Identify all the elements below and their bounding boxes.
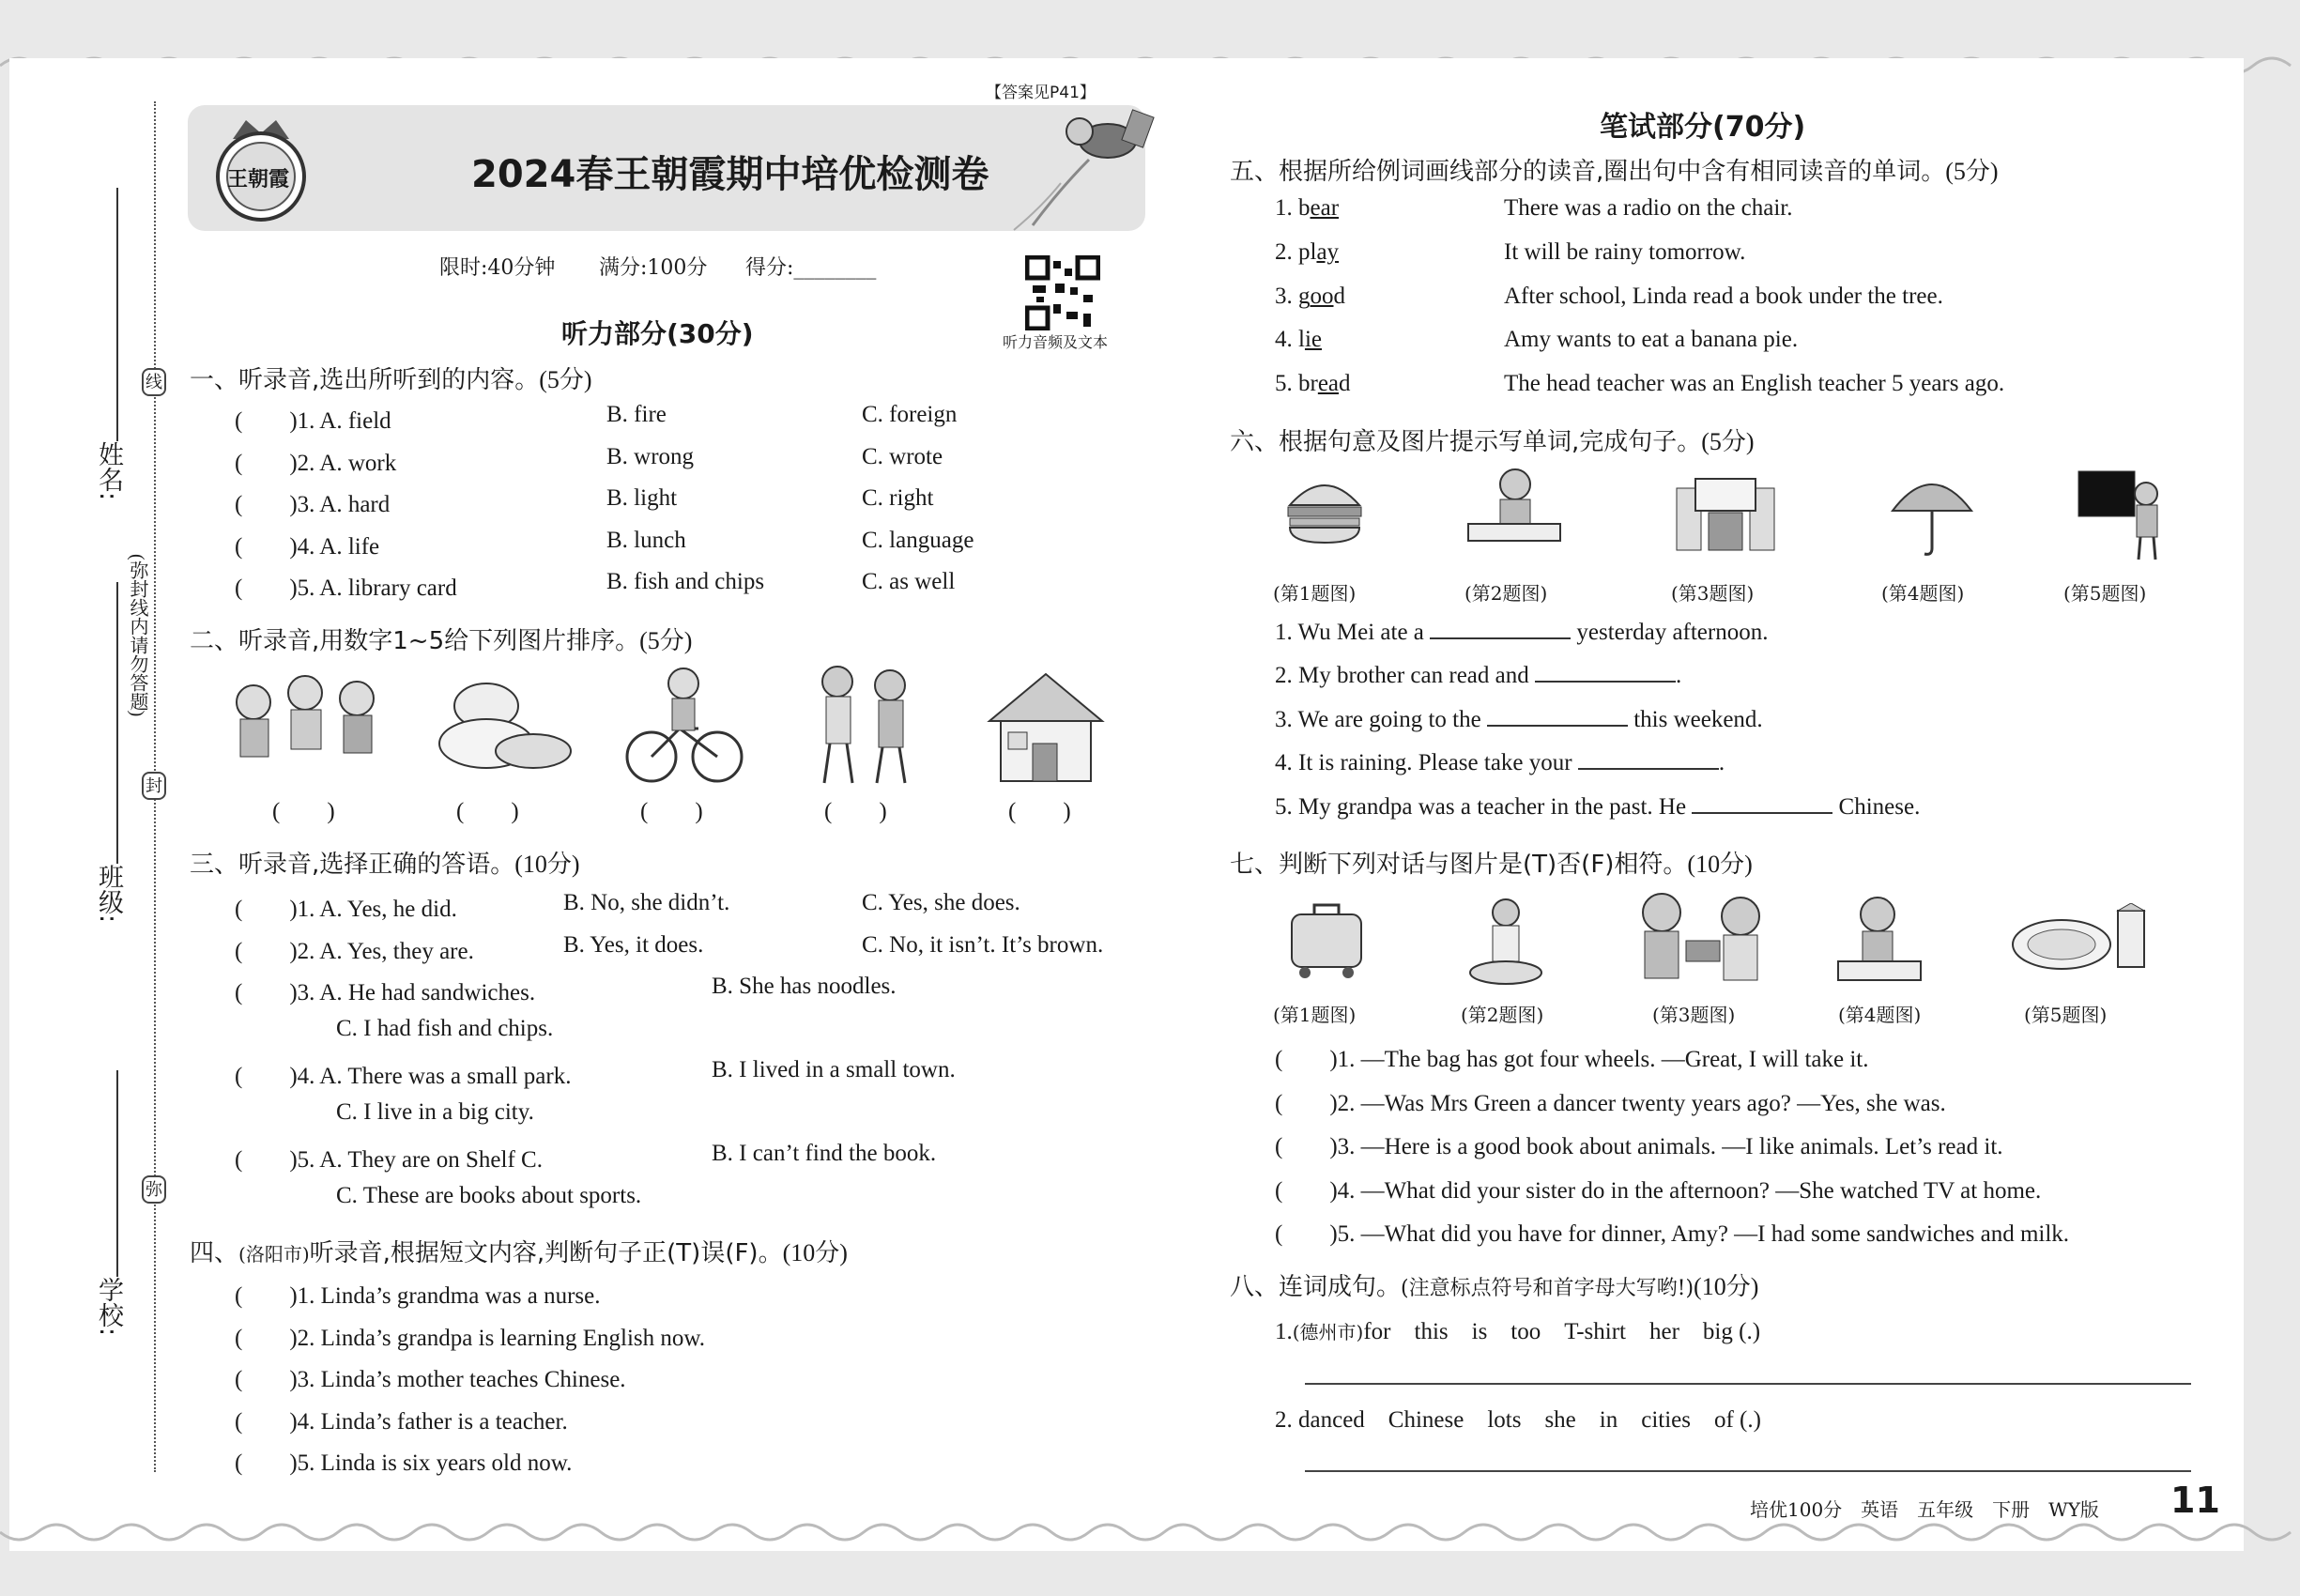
- s1-q3-c: C. right: [862, 485, 934, 511]
- chef-cooking-picture-icon: [1461, 890, 1551, 988]
- footer-info: 培优100分 英语 五年级 下册 WY版: [1750, 1498, 2099, 1521]
- s6-caption-4: (第4题图): [1881, 582, 1965, 605]
- s3-q1-c: C. Yes, she does.: [862, 890, 1020, 915]
- s7-caption-2: (第2题图): [1461, 1004, 1544, 1026]
- two-girls-picture-icon: [809, 661, 922, 787]
- full-score: 满分:100分: [599, 256, 708, 280]
- s6-q3-blank[interactable]: [1487, 710, 1628, 727]
- s4-q5[interactable]: ( )5. Linda is six years old now.: [235, 1450, 573, 1476]
- s7-q5[interactable]: ( )5. —What did you have for dinner, Amy? —I had some sandwiches and milk.: [1275, 1221, 2070, 1247]
- s5-q2-word: 2. play: [1275, 239, 1340, 265]
- s3-q3-c: C. I had fish and chips.: [336, 1016, 554, 1041]
- class-label: 班级:: [94, 864, 123, 924]
- s6-caption-3: (第3题图): [1671, 582, 1755, 605]
- s6-caption-2: (第2题图): [1464, 582, 1548, 605]
- s6-q3: 3. We are going to the this weekend.: [1275, 707, 1763, 732]
- name-field-line[interactable]: [116, 188, 118, 441]
- section-6-title: 六、根据句意及图片提示写单词,完成句子。(5分): [1230, 428, 1755, 456]
- house-picture-icon: [980, 665, 1112, 787]
- teacher-blackboard-picture-icon: [2075, 466, 2165, 561]
- s5-q5-word: 5. bread: [1275, 371, 1351, 396]
- s3-q1-a[interactable]: ( )1. A. Yes, he did.: [235, 897, 457, 922]
- name-label: 姓名:: [94, 441, 123, 501]
- s8-q2-answer-line[interactable]: [1305, 1470, 2191, 1472]
- s6-caption-5: (第5题图): [2063, 582, 2147, 605]
- s6-q4: 4. It is raining. Please take your .: [1275, 750, 1725, 775]
- section-1-title: 一、听录音,选出所听到的内容。(5分): [190, 366, 592, 394]
- s2-blank-2[interactable]: ( ): [456, 799, 519, 824]
- s1-q3-b: B. light: [606, 485, 678, 511]
- s5-q2-sentence[interactable]: It will be rainy tomorrow.: [1504, 239, 1746, 265]
- boy-bicycle-picture-icon: [623, 663, 745, 785]
- section-8-title: 八、连词成句。(注意标点符号和首字母大写哟!)(10分): [1230, 1273, 1759, 1301]
- mark-mi: 弥: [142, 1175, 166, 1204]
- food-plate-picture-icon: [430, 668, 580, 781]
- s1-q2-c: C. wrote: [862, 444, 943, 469]
- s1-q1-b: B. fire: [606, 402, 667, 427]
- s1-q5-a[interactable]: ( )5. A. library card: [235, 575, 457, 601]
- s4-q3[interactable]: ( )3. Linda’s mother teaches Chinese.: [235, 1367, 626, 1392]
- s3-q2-b: B. Yes, it does.: [563, 932, 704, 958]
- s2-blank-3[interactable]: ( ): [640, 799, 703, 824]
- s2-blank-1[interactable]: ( ): [272, 799, 335, 824]
- s7-caption-4: (第4题图): [1838, 1004, 1922, 1026]
- s2-blank-5[interactable]: ( ): [1008, 799, 1071, 824]
- s5-q5-sentence[interactable]: The head teacher was an English teacher 5 years ago.: [1504, 371, 2005, 396]
- s7-caption-5: (第5题图): [2024, 1004, 2108, 1026]
- qr-code-icon[interactable]: [1025, 255, 1100, 330]
- s1-q1-a[interactable]: ( )1. A. field: [235, 408, 391, 434]
- school-label: 学校:: [94, 1277, 123, 1337]
- s7-q2[interactable]: ( )2. —Was Mrs Green a dancer twenty years ago? —Yes, she was.: [1275, 1091, 1946, 1116]
- s1-q3-a[interactable]: ( )3. A. hard: [235, 492, 391, 517]
- wavy-bottom-edge: [0, 1521, 2300, 1558]
- time-limit: 限时:40分钟: [439, 256, 556, 280]
- school-field-line[interactable]: [116, 1070, 118, 1277]
- s3-q3-b: B. She has noodles.: [712, 974, 897, 999]
- section-2-title: 二、听录音,用数字1~5给下列图片排序。(5分): [190, 627, 693, 655]
- page-number: 11: [2170, 1480, 2220, 1521]
- s3-q2-a[interactable]: ( )2. A. Yes, they are.: [235, 939, 474, 964]
- s4-q1[interactable]: ( )1. Linda’s grandma was a nurse.: [235, 1283, 601, 1309]
- s5-q3-word: 3. good: [1275, 284, 1345, 309]
- section-7-title: 七、判断下列对话与图片是(T)否(F)相符。(10分): [1230, 851, 1753, 879]
- s3-q4-c: C. I live in a big city.: [336, 1099, 534, 1125]
- boy-writing-picture-icon: [1463, 466, 1566, 556]
- s3-q1-b: B. No, she didn’t.: [563, 890, 730, 915]
- section-4-title: 四、(洛阳市)听录音,根据短文内容,判断句子正(T)误(F)。(10分): [190, 1239, 848, 1267]
- logo-badge: [208, 115, 314, 225]
- s3-q4-b: B. I lived in a small town.: [712, 1057, 956, 1082]
- s1-q2-b: B. wrong: [606, 444, 695, 469]
- s2-blank-4[interactable]: ( ): [824, 799, 887, 824]
- s1-q4-a[interactable]: ( )4. A. life: [235, 534, 380, 560]
- rocket-mascot-icon: [1004, 94, 1164, 235]
- s1-q4-c: C. language: [862, 528, 974, 553]
- s8-q2: 2. danced Chinese lots she in cities of (.): [1275, 1407, 1761, 1433]
- section-5-title: 五、根据所给例词画线部分的读音,圈出句中含有相同读音的单词。(5分): [1230, 158, 1999, 186]
- two-kids-with-book-picture-icon: [1628, 890, 1778, 988]
- s6-q2: 2. My brother can read and .: [1275, 663, 1682, 688]
- suitcase-picture-icon: [1286, 901, 1371, 980]
- s3-q4-a[interactable]: ( )4. A. There was a small park.: [235, 1064, 572, 1089]
- s1-q2-a[interactable]: ( )2. A. work: [235, 451, 397, 476]
- girl-drawing-picture-icon: [1831, 890, 1928, 988]
- s4-q2[interactable]: ( )2. Linda’s grandpa is learning English now.: [235, 1326, 706, 1351]
- s7-q3[interactable]: ( )3. —Here is a good book about animals. —I like animals. Let’s read it.: [1275, 1134, 2003, 1159]
- seal-note: (弥封线内请勿答题): [127, 554, 147, 717]
- qr-caption: 听力音频及文本: [1003, 333, 1109, 351]
- s6-q1: 1. Wu Mei ate a yesterday afternoon.: [1275, 620, 1769, 645]
- writing-heading: 笔试部分(70分): [1600, 111, 1806, 144]
- s3-q2-c: C. No, it isn’t. It’s brown.: [862, 932, 1104, 958]
- logo-text: 王朝霞: [227, 168, 290, 192]
- s1-q5-c: C. as well: [862, 569, 956, 594]
- umbrella-picture-icon: [1887, 468, 1977, 560]
- s5-q1-sentence[interactable]: There was a radio on the chair.: [1504, 195, 1793, 221]
- s7-q1[interactable]: ( )1. —The bag has got four wheels. —Great, I will take it.: [1275, 1047, 1869, 1072]
- mark-feng: 封: [142, 772, 166, 800]
- s5-q3-sentence[interactable]: After school, Linda read a book under the tree.: [1504, 284, 1943, 309]
- s3-q5-a[interactable]: ( )5. A. They are on Shelf C.: [235, 1147, 543, 1173]
- s3-q5-b: B. I can’t find the book.: [712, 1141, 937, 1166]
- s3-q5-c: C. These are books about sports.: [336, 1183, 642, 1208]
- s4-q4[interactable]: ( )4. Linda’s father is a teacher.: [235, 1409, 568, 1435]
- answer-ref: 【答案见P41】: [986, 84, 1096, 102]
- s1-q5-b: B. fish and chips: [606, 569, 765, 594]
- s7-caption-1: (第1题图): [1273, 1004, 1357, 1026]
- s1-q4-b: B. lunch: [606, 528, 686, 553]
- hamburger-picture-icon: [1284, 471, 1365, 546]
- s6-q5: 5. My grandpa was a teacher in the past. He Chinese.: [1275, 794, 1921, 820]
- s5-q4-sentence[interactable]: Amy wants to eat a banana pie.: [1504, 327, 1799, 352]
- mark-xian: 线: [142, 368, 166, 396]
- s3-q3-a[interactable]: ( )3. A. He had sandwiches.: [235, 980, 536, 1005]
- exam-title: 2024春王朝霞期中培优检测卷: [471, 153, 989, 196]
- kids-sharing-picture-icon: [225, 665, 385, 787]
- class-field-line[interactable]: [116, 582, 118, 864]
- s6-q1-blank[interactable]: [1430, 622, 1571, 639]
- s7-q4[interactable]: ( )4. —What did your sister do in the afternoon? —She watched TV at home.: [1275, 1178, 2042, 1204]
- pizza-milk-picture-icon: [2009, 903, 2150, 978]
- s5-q4-word: 4. lie: [1275, 327, 1322, 352]
- park-gate-picture-icon: [1667, 469, 1784, 556]
- s1-q1-c: C. foreign: [862, 402, 958, 427]
- section-3-title: 三、听录音,选择正确的答语。(10分): [190, 851, 580, 879]
- s5-q1-word: 1. bear: [1275, 195, 1340, 221]
- listening-heading: 听力部分(30分): [561, 318, 754, 349]
- score-field[interactable]: 得分:________: [745, 256, 877, 280]
- s6-q4-blank[interactable]: [1578, 753, 1719, 770]
- s6-q2-blank[interactable]: [1535, 666, 1676, 683]
- s8-q1-answer-line[interactable]: [1305, 1383, 2191, 1385]
- s8-q1: 1.(德州市)for this is too T-shirt her big (.): [1275, 1319, 1761, 1344]
- s6-caption-1: (第1题图): [1273, 582, 1357, 605]
- s7-caption-3: (第3题图): [1652, 1004, 1736, 1026]
- s6-q5-blank[interactable]: [1692, 797, 1832, 814]
